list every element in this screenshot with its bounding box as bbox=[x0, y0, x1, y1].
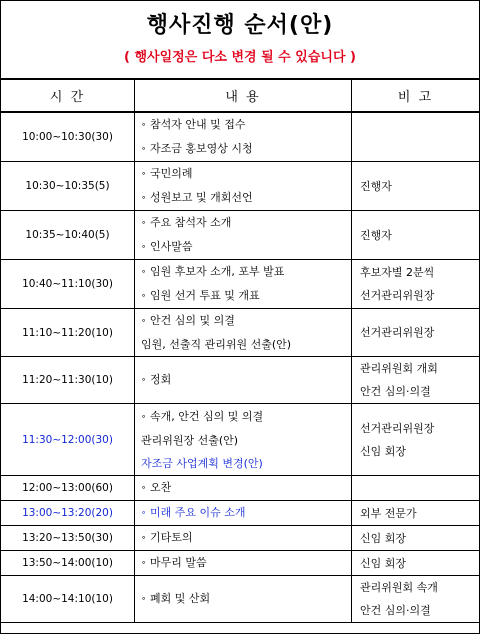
note-line: 관리위원회 속개 bbox=[360, 581, 438, 594]
note-line: 신임 회장 bbox=[360, 531, 407, 545]
table-row bbox=[1, 112, 480, 162]
bullet-icon: ∘ bbox=[141, 483, 147, 492]
content-line bbox=[141, 452, 351, 475]
note-cell bbox=[352, 357, 480, 404]
time-cell: 13:00~13:20(20) bbox=[1, 501, 135, 526]
content-text: 폐회 및 산회 bbox=[150, 592, 211, 605]
note-cell bbox=[352, 404, 480, 476]
content-text: 참석자 안내 및 접수 bbox=[150, 118, 246, 131]
content-text: 인사말씀 bbox=[150, 240, 193, 253]
time-cell: 14:00~14:10(10) bbox=[1, 576, 135, 623]
time-cell: 11:30~12:00(30) bbox=[1, 404, 135, 476]
content-line bbox=[141, 476, 351, 500]
note-cell bbox=[352, 526, 480, 551]
content-cell bbox=[135, 576, 352, 623]
bullet-icon: ∘ bbox=[141, 375, 147, 384]
time-cell: 10:00~10:30(30) bbox=[1, 112, 135, 162]
note-line: 진행자 bbox=[360, 228, 392, 242]
bullet-icon: ∘ bbox=[141, 533, 147, 542]
content-line bbox=[141, 501, 351, 525]
page-title: 행사진행 순서(안) bbox=[146, 13, 334, 38]
table-row bbox=[1, 404, 480, 476]
content-cell bbox=[135, 112, 352, 162]
content-text: 마무리 말씀 bbox=[150, 556, 207, 569]
note-line: 관리위원회 개회 bbox=[360, 362, 438, 375]
table-row bbox=[1, 476, 480, 501]
content-cell bbox=[135, 260, 352, 309]
bullet-icon: ∘ bbox=[141, 144, 147, 153]
content-text: 안건 심의 및 의결 bbox=[150, 314, 235, 327]
content-text: 임원 후보자 소개, 포부 발표 bbox=[150, 265, 285, 278]
content-text: 속개, 안건 심의 및 의결 bbox=[150, 409, 264, 423]
bullet-icon: ∘ bbox=[141, 316, 147, 325]
time-cell: 11:10~11:20(10) bbox=[1, 309, 135, 357]
note-cell bbox=[352, 476, 480, 501]
table-header-row bbox=[1, 79, 480, 112]
content-line bbox=[141, 137, 351, 161]
content-line bbox=[141, 526, 351, 550]
table-row bbox=[1, 551, 480, 576]
bullet-icon: ∘ bbox=[141, 120, 147, 129]
note-line: 외부 전문가 bbox=[360, 506, 417, 520]
note-cell bbox=[352, 162, 480, 211]
note-line: 후보자별 2분씩 bbox=[360, 266, 435, 279]
content-cell bbox=[135, 404, 352, 476]
note-cell bbox=[352, 501, 480, 526]
bullet-icon: ∘ bbox=[141, 508, 147, 517]
table-row bbox=[1, 501, 480, 526]
content-cell bbox=[135, 211, 352, 260]
time-cell: 13:50~14:00(10) bbox=[1, 551, 135, 576]
time-cell: 13:20~13:50(30) bbox=[1, 526, 135, 551]
header-time: 시 간 bbox=[1, 79, 135, 112]
content-cell bbox=[135, 357, 352, 404]
content-text: 미래 주요 이슈 소개 bbox=[150, 506, 246, 519]
note-line: 선거관리위원장 bbox=[360, 421, 435, 435]
bullet-icon: ∘ bbox=[141, 558, 147, 567]
content-line bbox=[141, 309, 351, 333]
note-line: 선거관리위원장 bbox=[360, 326, 435, 339]
content-cell bbox=[135, 501, 352, 526]
note-cell bbox=[352, 309, 480, 357]
bullet-icon: ∘ bbox=[141, 193, 147, 202]
content-line bbox=[141, 162, 351, 186]
content-text: 국민의례 bbox=[150, 167, 193, 180]
content-line bbox=[141, 587, 351, 611]
content-line bbox=[141, 113, 351, 137]
header-note: 비 고 bbox=[352, 79, 480, 112]
content-text: 임원 선거 투표 및 개표 bbox=[150, 289, 260, 302]
time-cell: 10:30~10:35(5) bbox=[1, 162, 135, 211]
schedule-table bbox=[0, 78, 480, 623]
table-row bbox=[1, 260, 480, 309]
content-line bbox=[141, 405, 351, 429]
note-line: 진행자 bbox=[360, 179, 392, 193]
content-text: 정회 bbox=[150, 373, 172, 386]
content-line bbox=[141, 211, 351, 235]
bullet-icon: ∘ bbox=[141, 594, 147, 603]
content-line bbox=[141, 551, 351, 575]
note-cell bbox=[352, 112, 480, 162]
time-cell: 10:40~11:10(30) bbox=[1, 260, 135, 309]
content-text: 자조금 홍보영상 시청 bbox=[150, 142, 253, 155]
content-cell bbox=[135, 476, 352, 501]
content-text: 자조금 사업계획 변경(안) bbox=[141, 456, 263, 470]
bullet-icon: ∘ bbox=[141, 242, 147, 251]
note-cell bbox=[352, 576, 480, 623]
bullet-icon: ∘ bbox=[141, 218, 147, 227]
content-line bbox=[141, 186, 351, 210]
page-subtitle: ( 행사일정은 다소 변경 될 수 있습니다 ) bbox=[124, 50, 356, 65]
bullet-icon: ∘ bbox=[141, 291, 147, 300]
header-content: 내 용 bbox=[135, 79, 352, 112]
content-line bbox=[141, 368, 351, 392]
content-line bbox=[141, 284, 351, 308]
content-cell bbox=[135, 162, 352, 211]
content-text: 오찬 bbox=[150, 481, 172, 494]
bullet-icon: ∘ bbox=[141, 169, 147, 178]
content-line bbox=[141, 333, 351, 356]
table-row bbox=[1, 162, 480, 211]
content-text: 임원, 선출직 관리위원 선출(안) bbox=[141, 338, 292, 351]
content-line bbox=[141, 429, 351, 452]
bullet-icon: ∘ bbox=[141, 411, 147, 421]
content-text: 기타토의 bbox=[150, 531, 193, 544]
bullet-icon: ∘ bbox=[141, 267, 147, 276]
time-cell: 12:00~13:00(60) bbox=[1, 476, 135, 501]
content-text: 관리위원장 선출(안) bbox=[141, 433, 239, 447]
note-line: 신임 회장 bbox=[360, 556, 407, 570]
table-row bbox=[1, 576, 480, 623]
content-text: 주요 참석자 소개 bbox=[150, 216, 232, 229]
time-cell: 11:20~11:30(10) bbox=[1, 357, 135, 404]
content-line bbox=[141, 260, 351, 284]
time-cell: 10:35~10:40(5) bbox=[1, 211, 135, 260]
content-cell bbox=[135, 551, 352, 576]
content-cell bbox=[135, 526, 352, 551]
table-row bbox=[1, 357, 480, 404]
note-line: 안건 심의·의결 bbox=[360, 604, 431, 617]
note-line: 선거관리위원장 bbox=[360, 289, 435, 302]
content-line bbox=[141, 235, 351, 259]
note-cell bbox=[352, 551, 480, 576]
table-row bbox=[1, 211, 480, 260]
note-cell bbox=[352, 211, 480, 260]
content-cell bbox=[135, 309, 352, 357]
content-text: 성원보고 및 개회선언 bbox=[150, 191, 253, 204]
note-line: 안건 심의·의결 bbox=[360, 385, 431, 398]
note-cell bbox=[352, 260, 480, 309]
table-row bbox=[1, 309, 480, 357]
note-line: 신임 회장 bbox=[360, 444, 407, 458]
table-row bbox=[1, 526, 480, 551]
